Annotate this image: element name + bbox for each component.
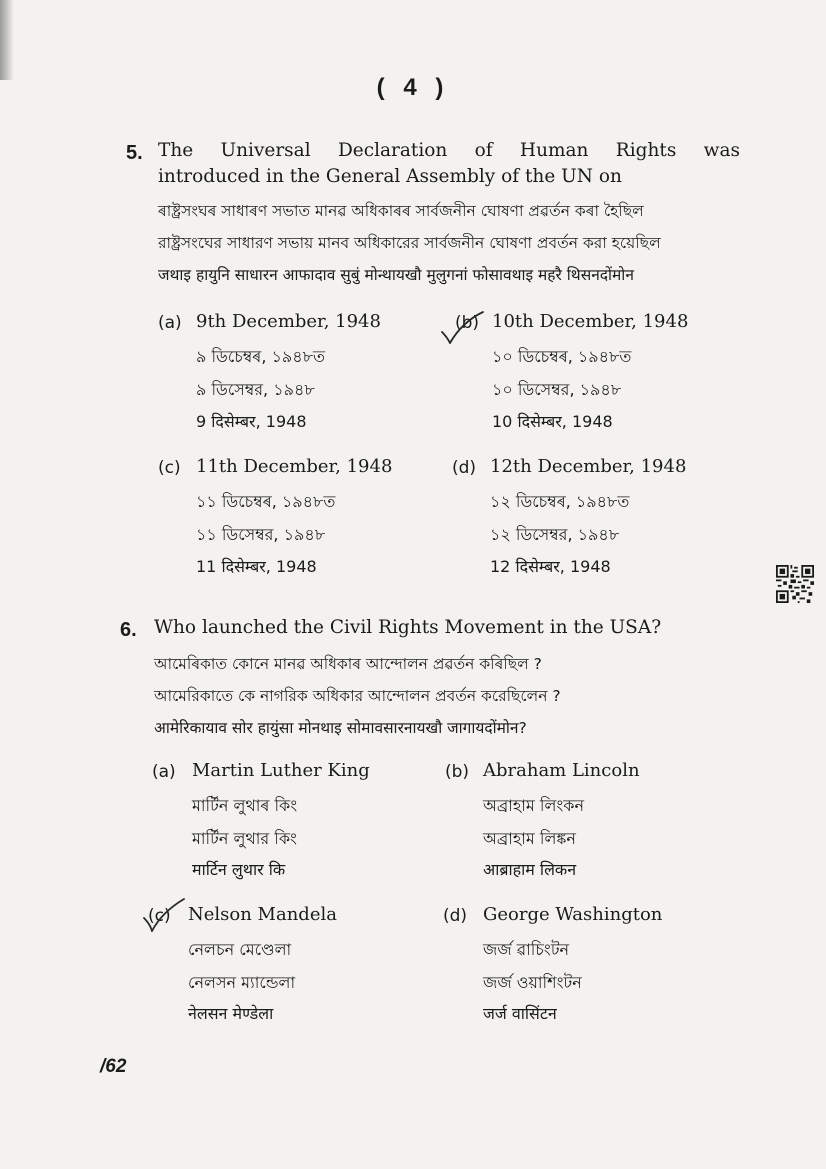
option-assamese: মাৰ্টিন লুথাৰ কিং [192, 796, 298, 815]
question-5-number: 5. [126, 142, 143, 164]
option-bengali: নেলসন ম্যান্ডেলা [188, 973, 296, 992]
question-6-assamese: আমেৰিকাত কোনে মানৱ অধিকাৰ আন্দোলন প্ৰৱৰ্তন কৰিছিল ? [154, 655, 542, 673]
option-hindi: 11 दिसेम्बर, 1948 [196, 557, 317, 576]
option-hindi: नेलसन मेण्डेला [188, 1004, 274, 1023]
option-hindi: 12 दिसेम्बर, 1948 [490, 557, 611, 576]
option-letter: (c) [158, 458, 181, 478]
handwritten-tick-mark-icon [142, 898, 186, 932]
option-assamese: ১২ ডিচেম্বৰ, ১৯৪৮ত [490, 492, 630, 511]
option-english: 10th December, 1948 [492, 311, 689, 332]
qr-code-icon [776, 565, 814, 603]
option-english: 12th December, 1948 [490, 456, 687, 477]
option-english: Abraham Lincoln [483, 760, 640, 781]
option-letter: (d) [452, 458, 477, 478]
option-assamese: নেলচন মেণ্ডেলা [188, 940, 292, 959]
option-bengali: ৯ ডিসেম্বর, ১৯৪৮ [196, 380, 315, 399]
option-letter: (c) [148, 906, 171, 926]
option-letter: (b) [445, 762, 470, 782]
option-assamese: ৯ ডিচেম্বৰ, ১৯৪৮ত [196, 347, 326, 366]
option-assamese: ১০ ডিচেম্বৰ, ১৯৪৮ত [492, 347, 632, 366]
option-bengali: জর্জ ওয়াশিংটন [483, 973, 582, 992]
option-hindi: आब्राहाम लिकन [483, 860, 577, 879]
question-6-english: Who launched the Civil Rights Movement in the USA? [154, 617, 662, 638]
option-hindi: जर्ज वासिंटन [483, 1004, 557, 1023]
question-6-number: 6. [120, 619, 137, 641]
option-bengali: ১১ ডিসেম্বর, ১৯৪৮ [196, 525, 326, 544]
option-english: 9th December, 1948 [196, 311, 381, 332]
question-5-bengali: রাষ্ট্রসংঘের সাধারণ সভায় মানব অধিকারের সার্বজনীন ঘোষণা প্রবর্তন করা হয়েছিল [158, 234, 661, 252]
option-bengali: মার্টিন লুথার কিং [192, 829, 297, 848]
option-hindi: 9 दिसेम्बर, 1948 [196, 412, 307, 431]
option-assamese: অব্ৰাহাম লিংকন [483, 796, 585, 815]
option-english: George Washington [483, 904, 663, 925]
handwritten-tick-mark-icon [440, 310, 484, 344]
question-6-bodo: आमेरिकायाव सोर हायुंसा मोनथाइ सोमावसारनायखौ जागायदोंमोन? [154, 719, 527, 737]
paper-code: /62 [100, 1056, 127, 1077]
option-bengali: ১০ ডিসেম্বর, ১৯৪৮ [492, 380, 622, 399]
option-letter: (a) [158, 313, 182, 333]
option-assamese: জৰ্জ ৱাচিংটন [483, 940, 570, 959]
option-letter: (a) [152, 762, 176, 782]
question-5-english-line-1: The Universal Declaration of Human Rights was [158, 140, 740, 161]
question-5-english-line-2: introduced in the General Assembly of the UN on [158, 166, 622, 187]
option-english: 11th December, 1948 [196, 456, 393, 477]
option-hindi: 10 दिसेम्बर, 1948 [492, 412, 613, 431]
option-letter: (b) [455, 313, 480, 333]
option-english: Martin Luther King [192, 760, 370, 781]
question-5-bodo: जथाइ हायुनि साधारन आफादाव सुबुं मोन्थायखौ मुलुगनां फोसावथाइ महरै थिसनदोंमोन [158, 266, 634, 284]
option-bengali: ১২ ডিসেম্বর, ১৯৪৮ [490, 525, 620, 544]
option-letter: (d) [443, 906, 468, 926]
option-assamese: ১১ ডিচেম্বৰ, ১৯৪৮ত [196, 492, 336, 511]
option-english: Nelson Mandela [188, 904, 337, 925]
page-number: ( 4 ) [376, 74, 450, 101]
question-5-assamese: ৰাষ্ট্ৰসংঘৰ সাধাৰণ সভাত মানৱ অধিকাৰৰ সাৰ্বজনীন ঘোষণা প্ৰৱৰ্তন কৰা হৈছিল [158, 202, 644, 220]
option-bengali: অব্রাহাম লিঙ্কন [483, 829, 576, 848]
option-hindi: मार्टिन लुथार कि [192, 860, 286, 879]
page-edge-shadow [0, 0, 14, 80]
question-6-bengali: আমেরিকাতে কে নাগরিক অধিকার আন্দোলন প্রবর্তন করেছিলেন ? [154, 687, 561, 705]
